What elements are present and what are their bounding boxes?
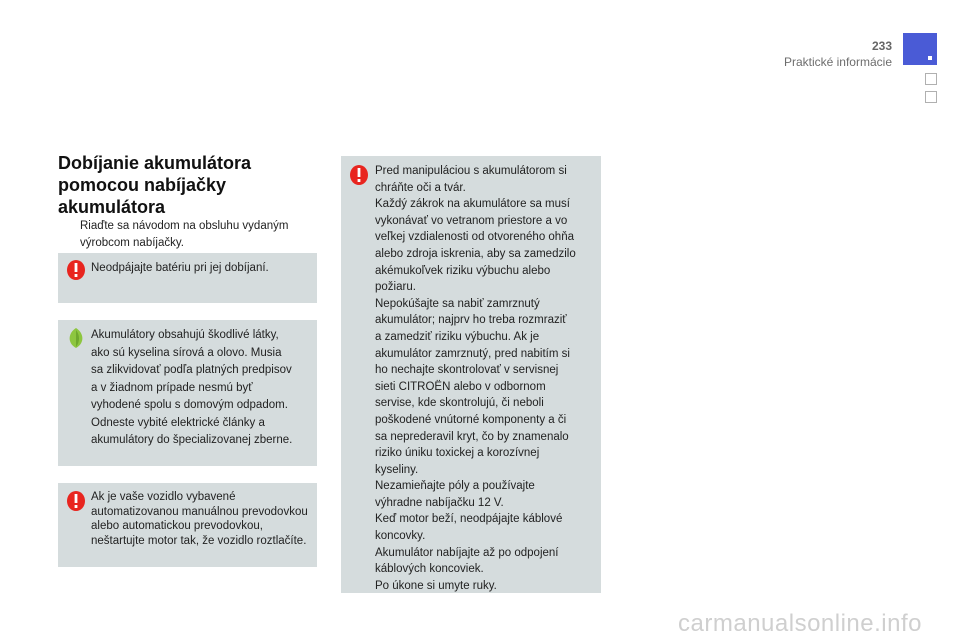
safety-text-line: kyseliny.: [375, 463, 419, 476]
environment-text-line: akumulátory do špecializovanej zberne.: [91, 434, 293, 446]
safety-text-line: Akumulátor nabíjajte až po odpojení: [375, 546, 559, 559]
environment-text-line: sa zlikvidovať podľa platných predpisov: [91, 364, 292, 376]
warning-icon: [66, 490, 86, 512]
environment-text-line: Akumulátory obsahujú škodlivé látky,: [91, 329, 279, 341]
environment-text-line: ako sú kyselina sírová a olovo. Musia: [91, 346, 282, 359]
safety-text-line: poškodené vnútorné komponenty a či: [375, 413, 567, 426]
safety-text-line: riziko úniku toxickej a korozívnej: [375, 447, 540, 460]
environment-text-line: a v žiadnom prípade nesmú byť: [91, 381, 253, 394]
section-label: Praktické informácie: [783, 55, 892, 69]
safety-text-line: akumulátor zamrznutý, pred nabitím si: [375, 347, 570, 360]
safety-text-line: servise, kde skontrolujú, či neboli: [375, 397, 544, 410]
safety-text-line: káblových koncoviek.: [375, 563, 484, 576]
safety-text-line: ho nechajte skontrolovať v servisnej: [375, 364, 559, 377]
environment-text-line: Odneste vybité elektrické články a: [91, 416, 265, 429]
safety-text-line: sieti CITROËN alebo v odbornom: [375, 380, 546, 393]
chapter-tab-active[interactable]: [903, 33, 937, 65]
safety-text-line: vykonávať vo vetranom priestore a vo: [375, 214, 568, 227]
safety-text-line: koncovky.: [375, 530, 426, 543]
warning-text: Ak je vaše vozidlo vybavené automatizovanou manuálnou prevodovkou alebo automatickou prevodovkou, neštartujte motor tak, že vozidlo roztlačíte.: [91, 491, 308, 547]
safety-text-line: výhradne nabíjačku 12 V.: [375, 496, 504, 509]
safety-text-line: Pred manipuláciou s akumulátorom si: [375, 165, 567, 177]
warning-icon: [349, 164, 369, 186]
safety-text: [375, 163, 595, 594]
chapter-tab-box-1[interactable]: [925, 73, 937, 85]
instruction-bullet: [58, 218, 318, 252]
chapter-tab-box-2[interactable]: [925, 91, 937, 103]
tab-dot: [928, 56, 932, 60]
environment-box: [58, 320, 317, 466]
safety-text-line: akumulátor; najprv ho treba rozmraziť: [375, 314, 567, 327]
warning-box-push-start: [58, 483, 317, 567]
bullet-text: Riaďte sa návodom na obsluhu vydaným výrobcom nabíjačky.: [80, 220, 289, 249]
safety-text-line: Nepokúšajte sa nabiť zamrznutý: [375, 297, 540, 310]
watermark: carmanualsonline.info: [678, 610, 922, 637]
warning-text: Neodpájajte batériu pri jej dobíjaní.: [91, 262, 269, 274]
safety-text-line: Keď motor beží, neodpájajte káblové: [375, 513, 563, 526]
environment-text-line: vyhodené spolu s domovým odpadom.: [91, 399, 288, 411]
environment-text: [91, 327, 311, 450]
safety-text-line: Každý zákrok na akumulátore sa musí: [375, 198, 570, 211]
environment-icon: [66, 327, 86, 349]
warning-box-no-disconnect: [58, 253, 317, 303]
page-number: 233: [871, 39, 892, 53]
warning-box-safety: [341, 156, 601, 593]
safety-text-line: Po úkone si umyte ruky.: [375, 579, 497, 592]
safety-text-line: Nezamieňajte póly a používajte: [375, 480, 535, 493]
safety-text-line: chráňte oči a tvár.: [375, 181, 466, 194]
safety-text-line: a zamedziť riziku výbuchu. Ak je: [375, 330, 540, 343]
section-title: Dobíjanie akumulátora pomocou nabíjačky akumulátora: [58, 153, 252, 217]
safety-text-line: sa neprederavil kryt, čo by znamenalo: [375, 430, 569, 443]
safety-text-line: alebo zdroja iskrenia, aby sa zamedzilo: [375, 247, 576, 260]
safety-text-line: akémukoľvek riziku výbuchu alebo: [375, 264, 551, 277]
warning-icon: [66, 259, 86, 281]
safety-text-line: veľkej vzdialenosti od otvoreného ohňa: [375, 231, 574, 244]
safety-text-line: požiaru.: [375, 281, 416, 294]
